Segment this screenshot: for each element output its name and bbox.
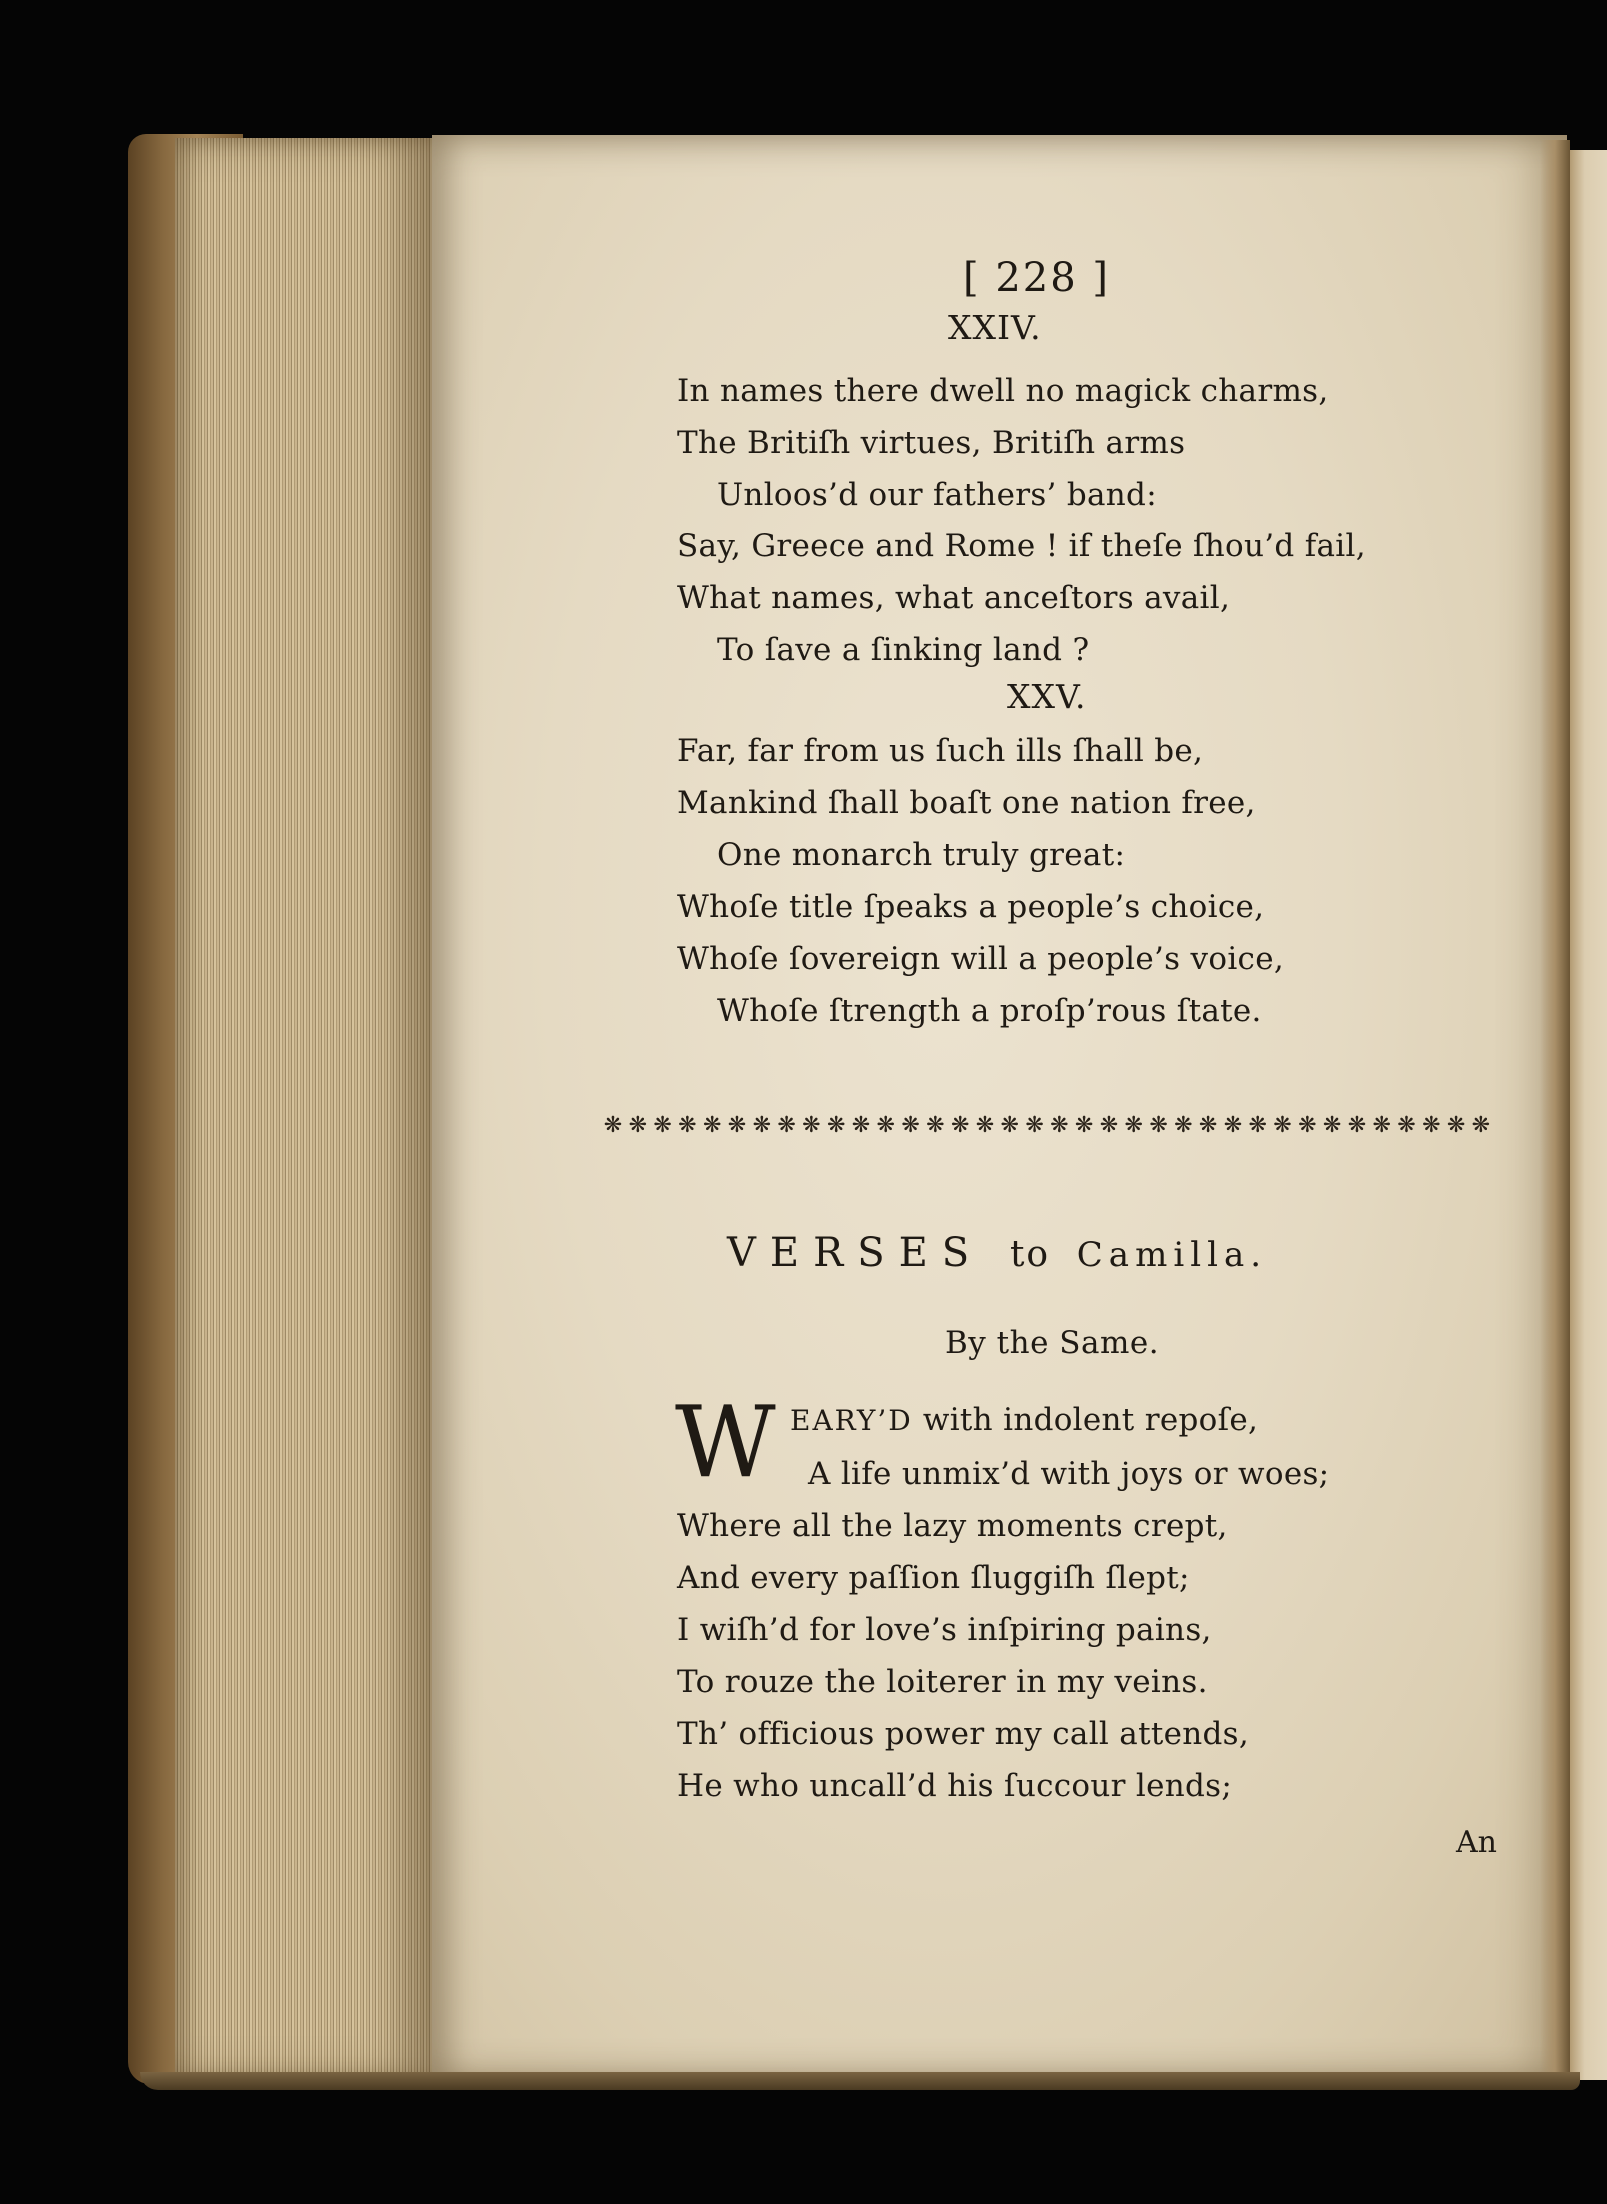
verse-line: A life unmix’d with joys or woes; bbox=[808, 1456, 1330, 1492]
first-word-caps: EARY’D bbox=[790, 1404, 913, 1437]
verse-line: Whoſe ſovereign will a people’s voice, bbox=[677, 941, 1284, 977]
poem-byline: By the Same. bbox=[945, 1325, 1160, 1361]
verse-line: Far, far from us ſuch ills ſhall be, bbox=[677, 733, 1204, 769]
book-bottom-edge bbox=[140, 2072, 1580, 2090]
stanza-number: XXV. bbox=[1007, 677, 1087, 716]
verse-line: Unloos’d our fathers’ band: bbox=[717, 477, 1157, 513]
poem-title-name: Camilla. bbox=[1076, 1235, 1268, 1275]
verse-line: To rouze the loiterer in my veins. bbox=[677, 1664, 1208, 1700]
ornament-glyph: ❋ bbox=[1422, 1112, 1439, 1138]
ornament-glyph: ❋ bbox=[1273, 1112, 1290, 1138]
ornament-glyph: ❋ bbox=[950, 1112, 968, 1138]
ornament-glyph: ❋ bbox=[1397, 1112, 1414, 1138]
ornament-glyph: ❋ bbox=[653, 1112, 670, 1138]
ornament-glyph: ❋ bbox=[628, 1112, 646, 1138]
stanza-number: XXIV. bbox=[948, 308, 1042, 347]
ornament-glyph: ❋ bbox=[851, 1112, 869, 1138]
ornament-glyph: ❋ bbox=[1149, 1112, 1166, 1138]
ornament-glyph: ❋ bbox=[1298, 1112, 1315, 1138]
running-head-page-number: [ 228 ] bbox=[963, 255, 1110, 301]
ornament-glyph: ❋ bbox=[1372, 1112, 1389, 1138]
ornament-glyph: ❋ bbox=[777, 1112, 794, 1138]
verse-line: He who uncall’d his ſuccour lends; bbox=[677, 1768, 1233, 1804]
book-gutter bbox=[1540, 140, 1570, 2075]
verse-line: One monarch truly great: bbox=[717, 837, 1126, 873]
ornament-glyph: ❋ bbox=[678, 1112, 695, 1138]
verse-line: Whoſe title ſpeaks a people’s choice, bbox=[677, 889, 1265, 925]
ornament-glyph: ❋ bbox=[1174, 1112, 1191, 1138]
verse-line: Where all the lazy moments crept, bbox=[677, 1508, 1228, 1544]
ornament-glyph: ❋ bbox=[727, 1112, 745, 1138]
first-line-text: with indolent repoſe, bbox=[912, 1402, 1259, 1438]
verse-line: Say, Greece and Rome ! if theſe ſhou’d fail, bbox=[677, 528, 1366, 564]
ornament-glyph: ❋ bbox=[1124, 1112, 1141, 1138]
ornament-glyph: ❋ bbox=[702, 1112, 720, 1138]
ornament-glyph: ❋ bbox=[926, 1112, 943, 1138]
facing-page-edge bbox=[1570, 150, 1607, 2080]
poem-title-main: VERSES bbox=[727, 1230, 984, 1276]
ornament-glyph: ❋ bbox=[1025, 1112, 1042, 1138]
verse-line-first bbox=[790, 1402, 1258, 1438]
ornament-glyph: ❋ bbox=[1347, 1112, 1365, 1138]
ornament-glyph: ❋ bbox=[1074, 1112, 1092, 1138]
ornament-glyph: ❋ bbox=[975, 1112, 993, 1138]
ornament-glyph: ❋ bbox=[1198, 1112, 1216, 1138]
ornament-glyph: ❋ bbox=[1223, 1112, 1241, 1138]
ornament-glyph: ❋ bbox=[901, 1112, 918, 1138]
ornament-glyph: ❋ bbox=[1446, 1112, 1464, 1138]
ornament-glyph: ❋ bbox=[1050, 1112, 1067, 1138]
ornament-glyph: ❋ bbox=[876, 1112, 893, 1138]
ornament-glyph: ❋ bbox=[1099, 1112, 1117, 1138]
ornament-glyph: ❋ bbox=[802, 1112, 819, 1138]
verse-line: I wiſh’d for love’s inſpiring pains, bbox=[677, 1612, 1212, 1648]
ornament-glyph: ❋ bbox=[1248, 1112, 1265, 1138]
ornament-glyph: ❋ bbox=[1322, 1112, 1340, 1138]
ornament-glyph: ❋ bbox=[1000, 1112, 1017, 1138]
ornament-glyph: ❋ bbox=[1471, 1112, 1489, 1138]
verse-line: Mankind ſhall boaſt one nation free, bbox=[677, 785, 1256, 821]
drop-cap: W bbox=[675, 1386, 776, 1500]
verse-line: What names, what anceſtors avail, bbox=[677, 580, 1231, 616]
ornament-rule bbox=[600, 1110, 1492, 1140]
poem-title bbox=[727, 1230, 1267, 1276]
verse-line: Whoſe ſtrength a proſp’rous ſtate. bbox=[717, 993, 1262, 1029]
poem-title-to: to bbox=[1009, 1234, 1051, 1275]
verse-line: The Britiſh virtues, Britiſh arms bbox=[677, 425, 1186, 461]
verse-line: In names there dwell no magick charms, bbox=[677, 373, 1329, 409]
ornament-glyph: ❋ bbox=[826, 1112, 844, 1138]
catchword: An bbox=[1456, 1825, 1497, 1860]
verse-line: Th’ officious power my call attends, bbox=[677, 1716, 1250, 1752]
ornament-glyph: ❋ bbox=[752, 1112, 769, 1138]
ornament-glyph: ❋ bbox=[603, 1112, 621, 1138]
verse-line: And every paſſion ſluggiſh ſlept; bbox=[677, 1560, 1190, 1596]
page-edges bbox=[175, 138, 435, 2080]
verse-line: To ſave a ſinking land ? bbox=[717, 632, 1090, 668]
